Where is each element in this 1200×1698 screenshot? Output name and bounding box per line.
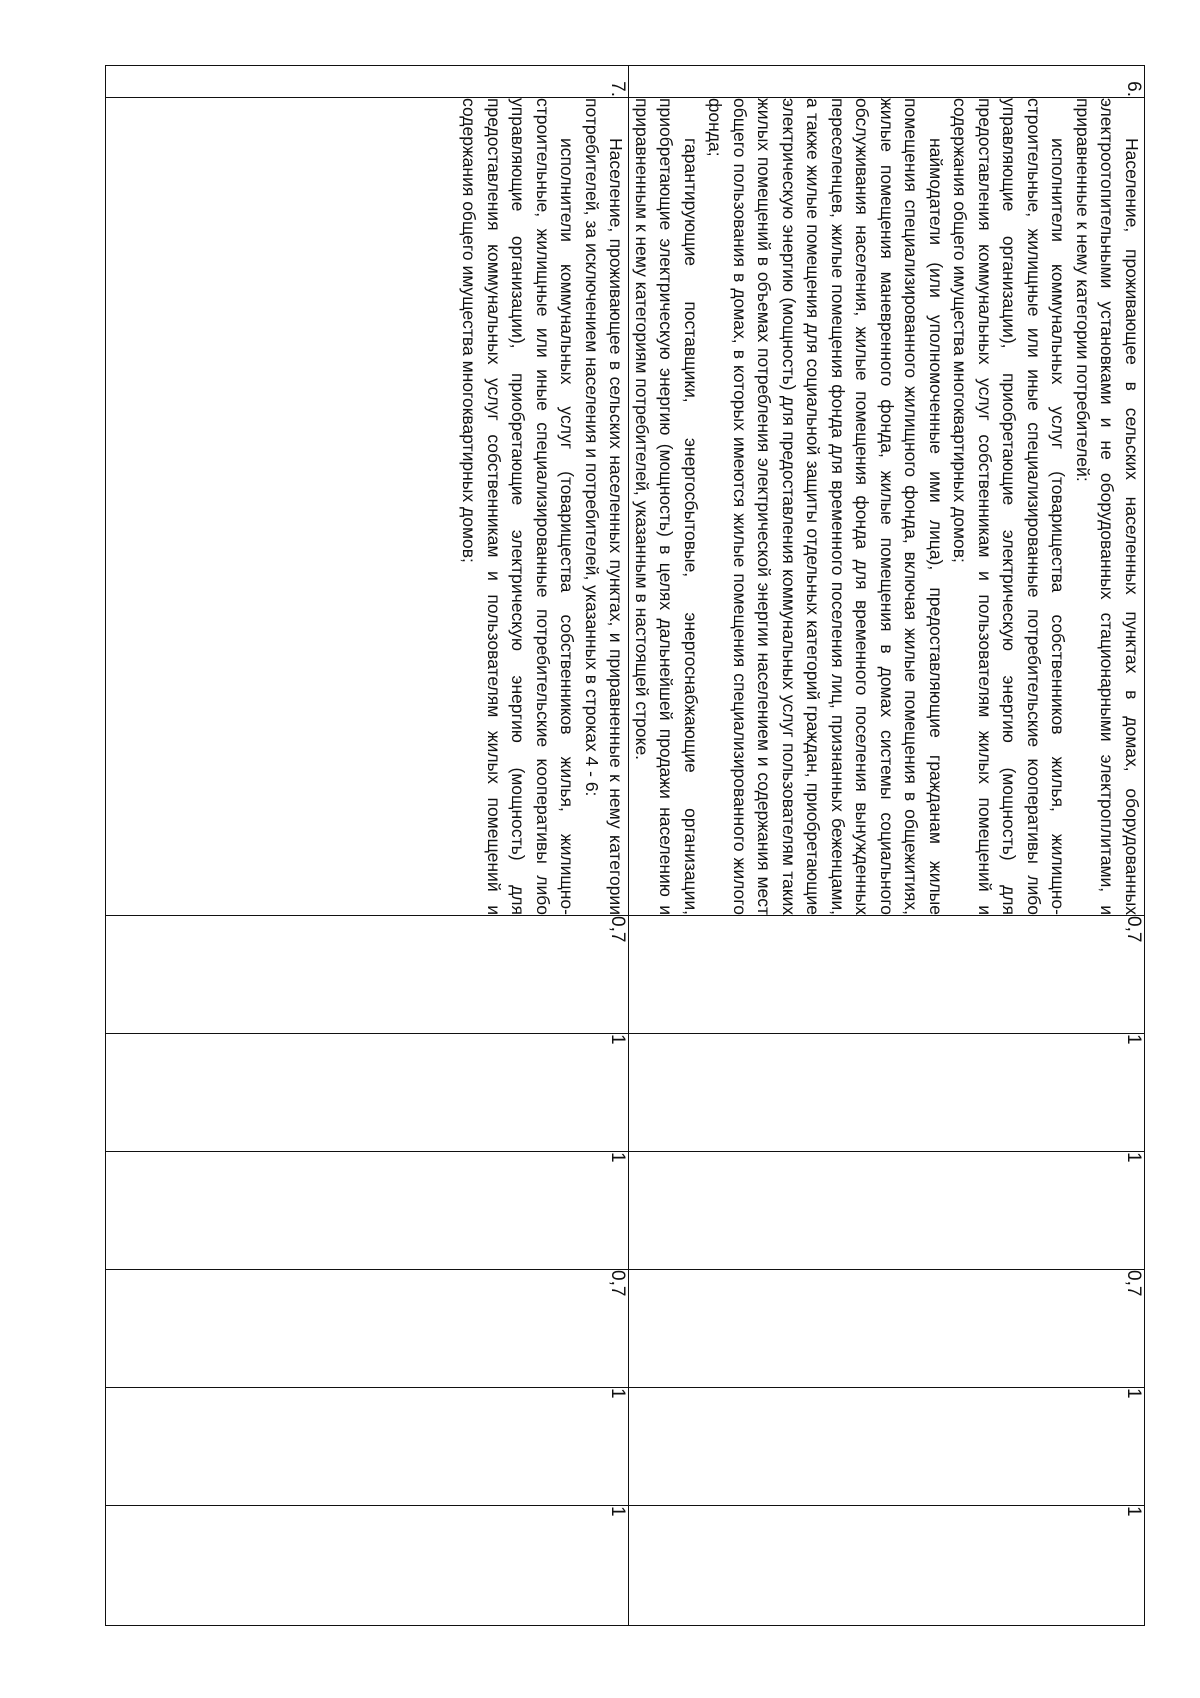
coefficient-cell: 1	[106, 1506, 630, 1626]
coefficient-cell: 1	[106, 1034, 630, 1152]
row-paragraph: гарантирующие поставщики, энергосбытовые, энергоснабжающие организации, приобретающие электрическую энергию (мощность) в целях дальнейшей продажи населению и приравненным к нему категориям потребителей, указанным в настоящей строке.	[632, 98, 701, 915]
table-row-6	[629, 66, 1145, 1626]
coefficient-cell: 1	[106, 1388, 630, 1506]
tariff-coefficients-table	[105, 65, 1145, 1626]
coefficient-cell: 1	[106, 1152, 630, 1270]
coefficient-cell: 1	[629, 1152, 1145, 1270]
row-description	[106, 98, 630, 916]
rotated-table-wrapper	[105, 65, 1145, 1625]
row-paragraph: Население, проживающее в сельских населенных пунктах в домах, оборудованных электроотопительными установками и не оборудованных стационарными электроплитами, и приравненные к нему категории потребителей:	[1073, 98, 1142, 915]
row-paragraph: исполнители коммунальных услуг (товарищества собственников жилья, жилищно-строительные, жилищные или иные специализированные потребительские кооперативы либо управляющие организации), приобретающие электрическую энергию (мощность) для предоставления коммунальных услуг собственникам и пользователям жилых помещений и содержания общего имущества многоквартирных домов;	[459, 98, 578, 915]
row-number: 7.	[106, 66, 630, 98]
row-description	[629, 98, 1145, 916]
row-paragraph: наймодатели (или уполномоченные ими лица), предоставляющие гражданам жилые помещения специализированного жилищного фонда, включая жилые помещения в общежитиях, жилые помещения маневренного фонда, жилые помещения в домах системы социального обслуживания населения, жилые помещения фонда для временного поселения вынужденных переселенцев, жилые помещения фонда для временного поселения лиц, признанных беженцами, а также жилые помещения для социальной защиты отдельных категорий граждан, приобретающие электрическую энергию (мощность) для предоставления коммунальных услуг пользователям таких жилых помещений в объемах потребления электрической энергии населением и содержания мест общего пользования в домах, в которых имеются жилые помещения специализированного жилого фонда;	[705, 98, 946, 915]
coefficient-cell: 0,7	[106, 916, 630, 1034]
coefficient-cell: 0,7	[106, 1270, 630, 1388]
row-paragraph: Население, проживающее в сельских населенных пунктах, и приравненные к нему категории потребителей, за исключением населения и потребителей, указанных в строках 4 - 6:	[582, 98, 627, 915]
coefficient-cell: 0,7	[629, 916, 1145, 1034]
row-paragraph: исполнители коммунальных услуг (товарищества собственников жилья, жилищно-строительные, жилищные или иные специализированные потребительские кооперативы либо управляющие организации), приобретающие электрическую энергию (мощность) для предоставления коммунальных услуг собственникам и пользователям жилых помещений и содержания общего имущества многоквартирных домов;	[950, 98, 1069, 915]
coefficient-cell: 0,7	[629, 1270, 1145, 1388]
table-row-7	[106, 66, 630, 1626]
row-number: 6.	[629, 66, 1145, 98]
coefficient-cell: 1	[629, 1506, 1145, 1626]
coefficient-cell: 1	[629, 1034, 1145, 1152]
coefficient-cell: 1	[629, 1388, 1145, 1506]
